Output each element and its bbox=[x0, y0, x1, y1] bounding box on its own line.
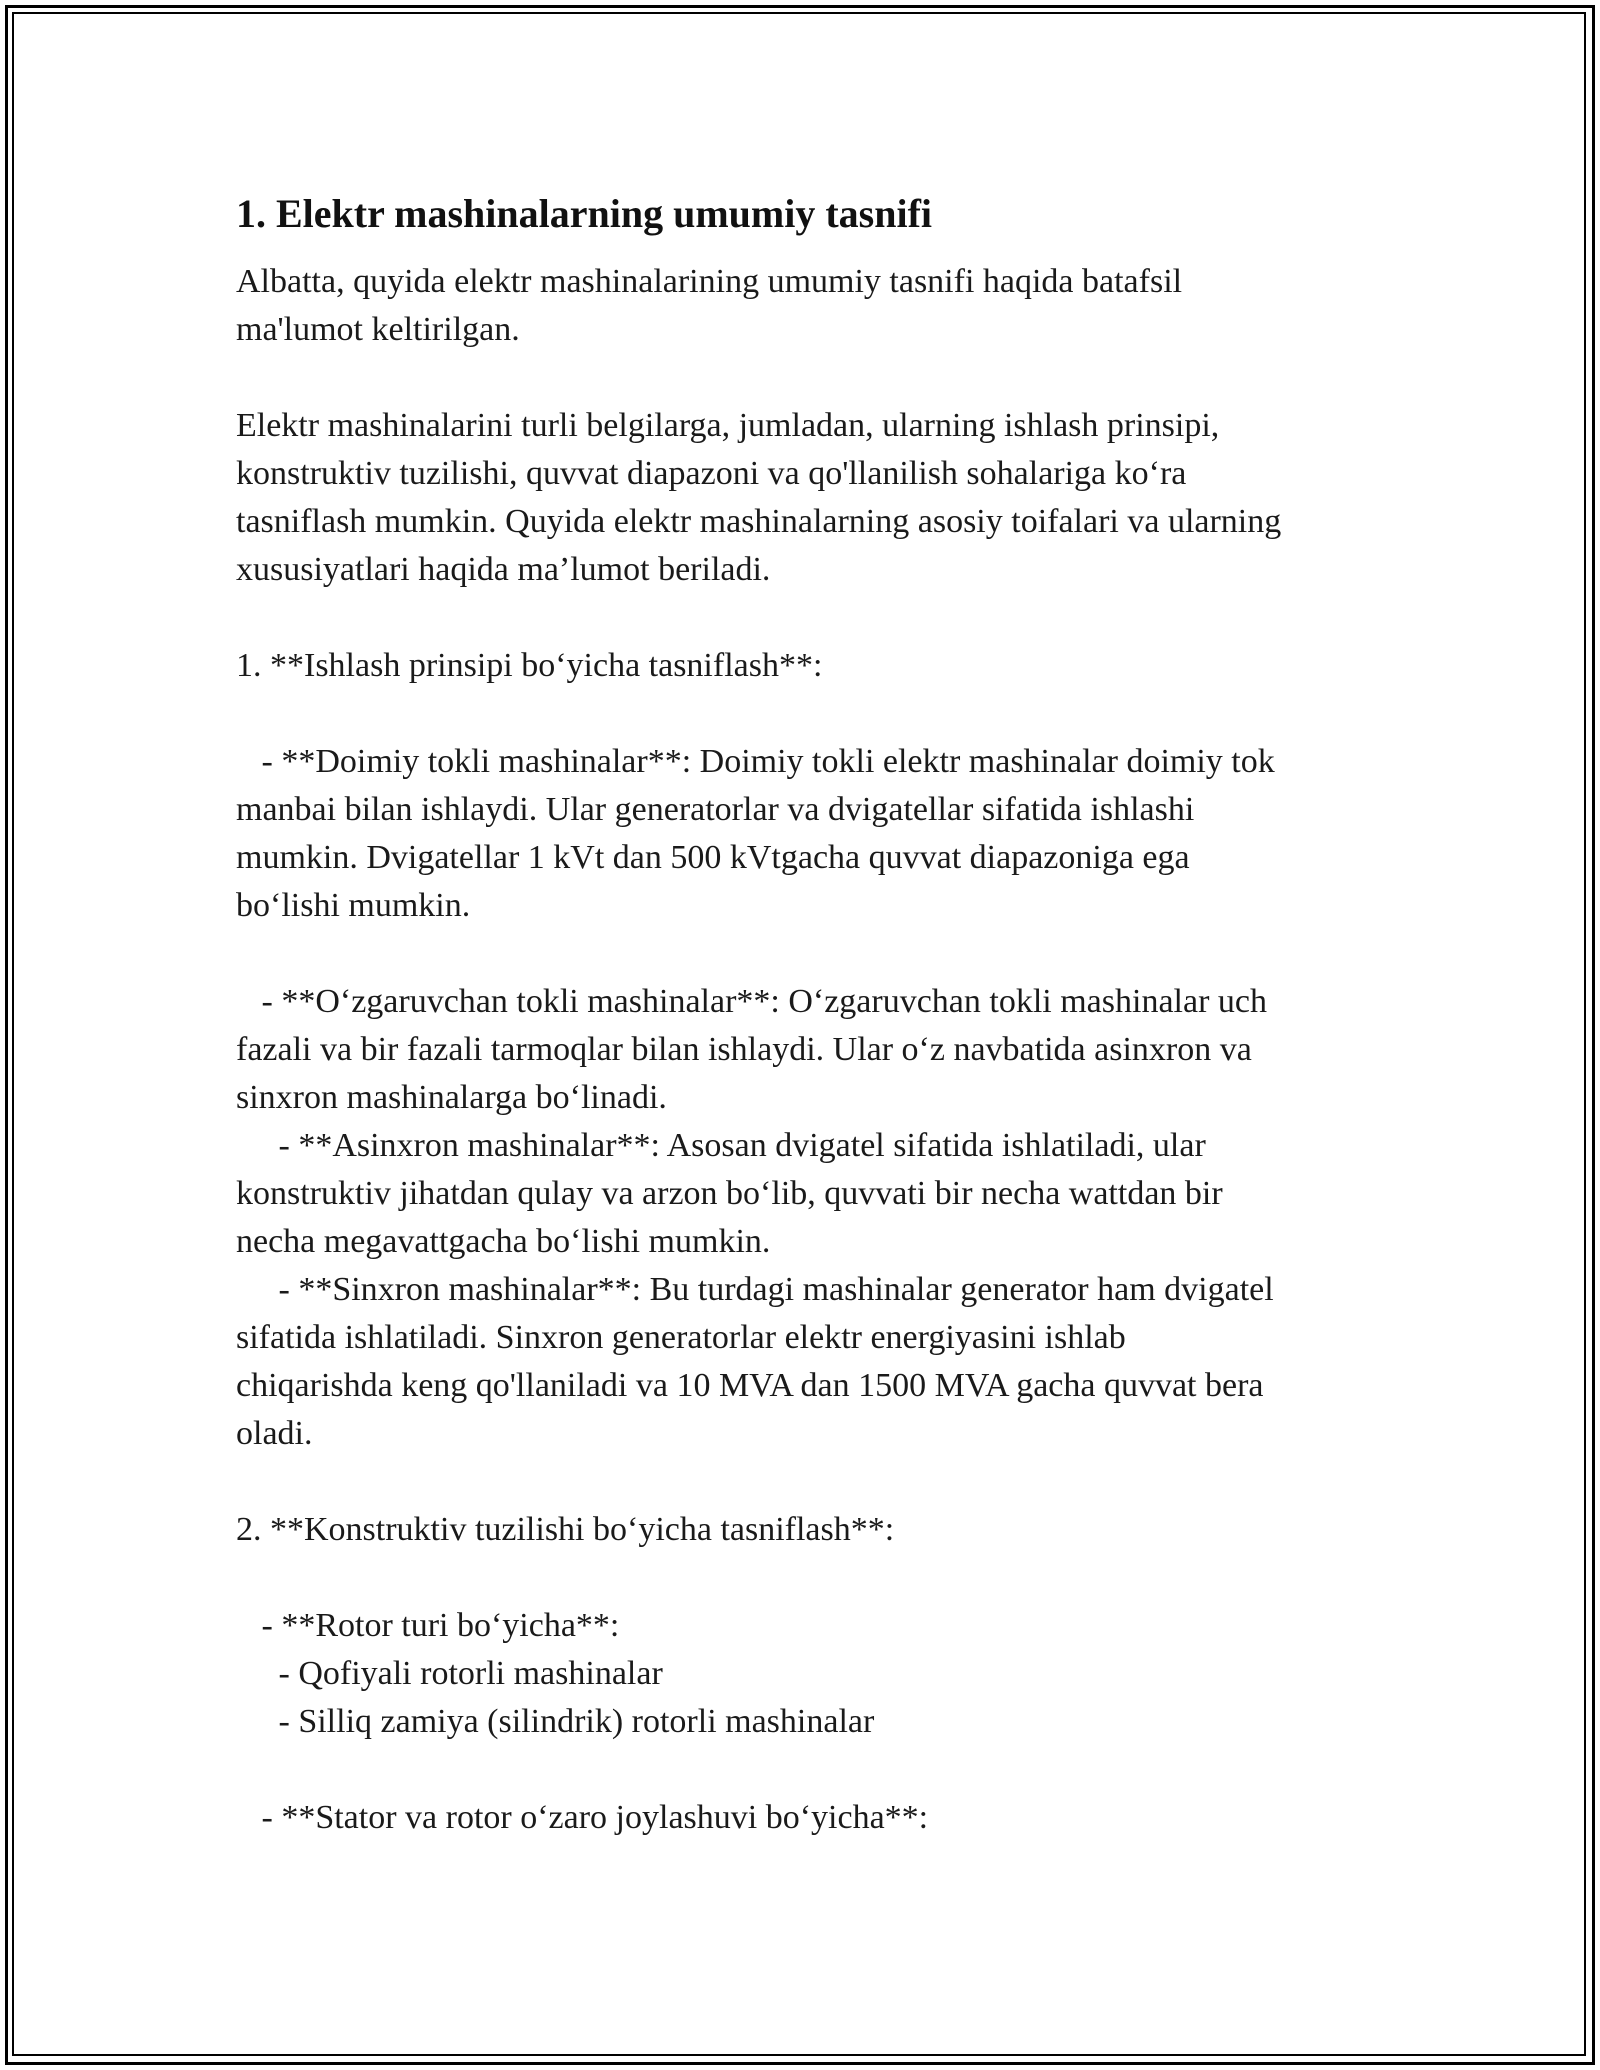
paragraph-gap bbox=[236, 1746, 1386, 1794]
document-heading: 1. Elektr mashinalarning umumiy tasnifi bbox=[236, 191, 933, 236]
dc-machines-item: - **Doimiy tokli mashinalar**: Doimiy tokli elektr mashinalar doimiy tok manbai bilan ishlaydi. Ular generatorlar va dvigatellar sifatida ishlashi mumkin. Dvigatellar 1 kVt dan 500 kVtgacha quvvat diapazoniga ega bo‘lishi mumkin. bbox=[236, 743, 1275, 924]
document-page bbox=[236, 188, 1386, 1842]
section-1-heading: 1. **Ishlash prinsipi bo‘yicha tasniflash**: bbox=[236, 647, 823, 684]
paragraph-gap bbox=[236, 1458, 1386, 1506]
paragraph-gap bbox=[236, 594, 1386, 642]
ac-machines-item: - **O‘zgaruvchan tokli mashinalar**: O‘zgaruvchan tokli mashinalar uch fazali va bir fazali tarmoqlar bilan ishlaydi. Ular o‘z navbatida asinxron va sinxron mashinalarga bo‘linadi. - **Asinxron mashinalar**: Asosan dvigatel sifatida ishlatiladi, ular konstruktiv jihatdan qulay va arzon bo‘lib, quvvati bir necha wattdan bir necha megavattgacha bo‘lishi mumkin. - **Sinxron mashinalar**: Bu turdagi mashinalar generator ham dvigatel sifatida ishlatiladi. Sinxron generatorlar elektr energiyasini ishlab chiqarishda keng qo'llaniladi va 10 MVA dan 1500 MVA gacha quvvat bera oladi. bbox=[236, 983, 1274, 1452]
paragraph-gap bbox=[236, 1554, 1386, 1602]
rotor-type-item: - **Rotor turi bo‘yicha**: - Qofiyali rotorli mashinalar - Silliq zamiya (silindrik) rotorli mashinalar bbox=[261, 1607, 875, 1740]
intro-paragraph: Albatta, quyida elektr mashinalarining umumiy tasnifi haqida batafsil ma'lumot keltirilgan. bbox=[236, 263, 1183, 348]
paragraph-gap bbox=[236, 354, 1386, 402]
paragraph-gap bbox=[236, 690, 1386, 738]
paragraph-gap bbox=[236, 930, 1386, 978]
overview-paragraph: Elektr mashinalarini turli belgilarga, jumladan, ularning ishlash prinsipi, konstruktiv tuzilishi, quvvat diapazoni va qo'llanilish sohalariga ko‘ra tasniflash mumkin. Quyida elektr mashinalarning asosiy toifalari va ularning xususiyatlari haqida ma’lumot beriladi. bbox=[236, 407, 1282, 588]
section-2-heading: 2. **Konstruktiv tuzilishi bo‘yicha tasniflash**: bbox=[236, 1511, 895, 1548]
stator-rotor-item: - **Stator va rotor o‘zaro joylashuvi bo‘yicha**: bbox=[236, 1799, 929, 1836]
